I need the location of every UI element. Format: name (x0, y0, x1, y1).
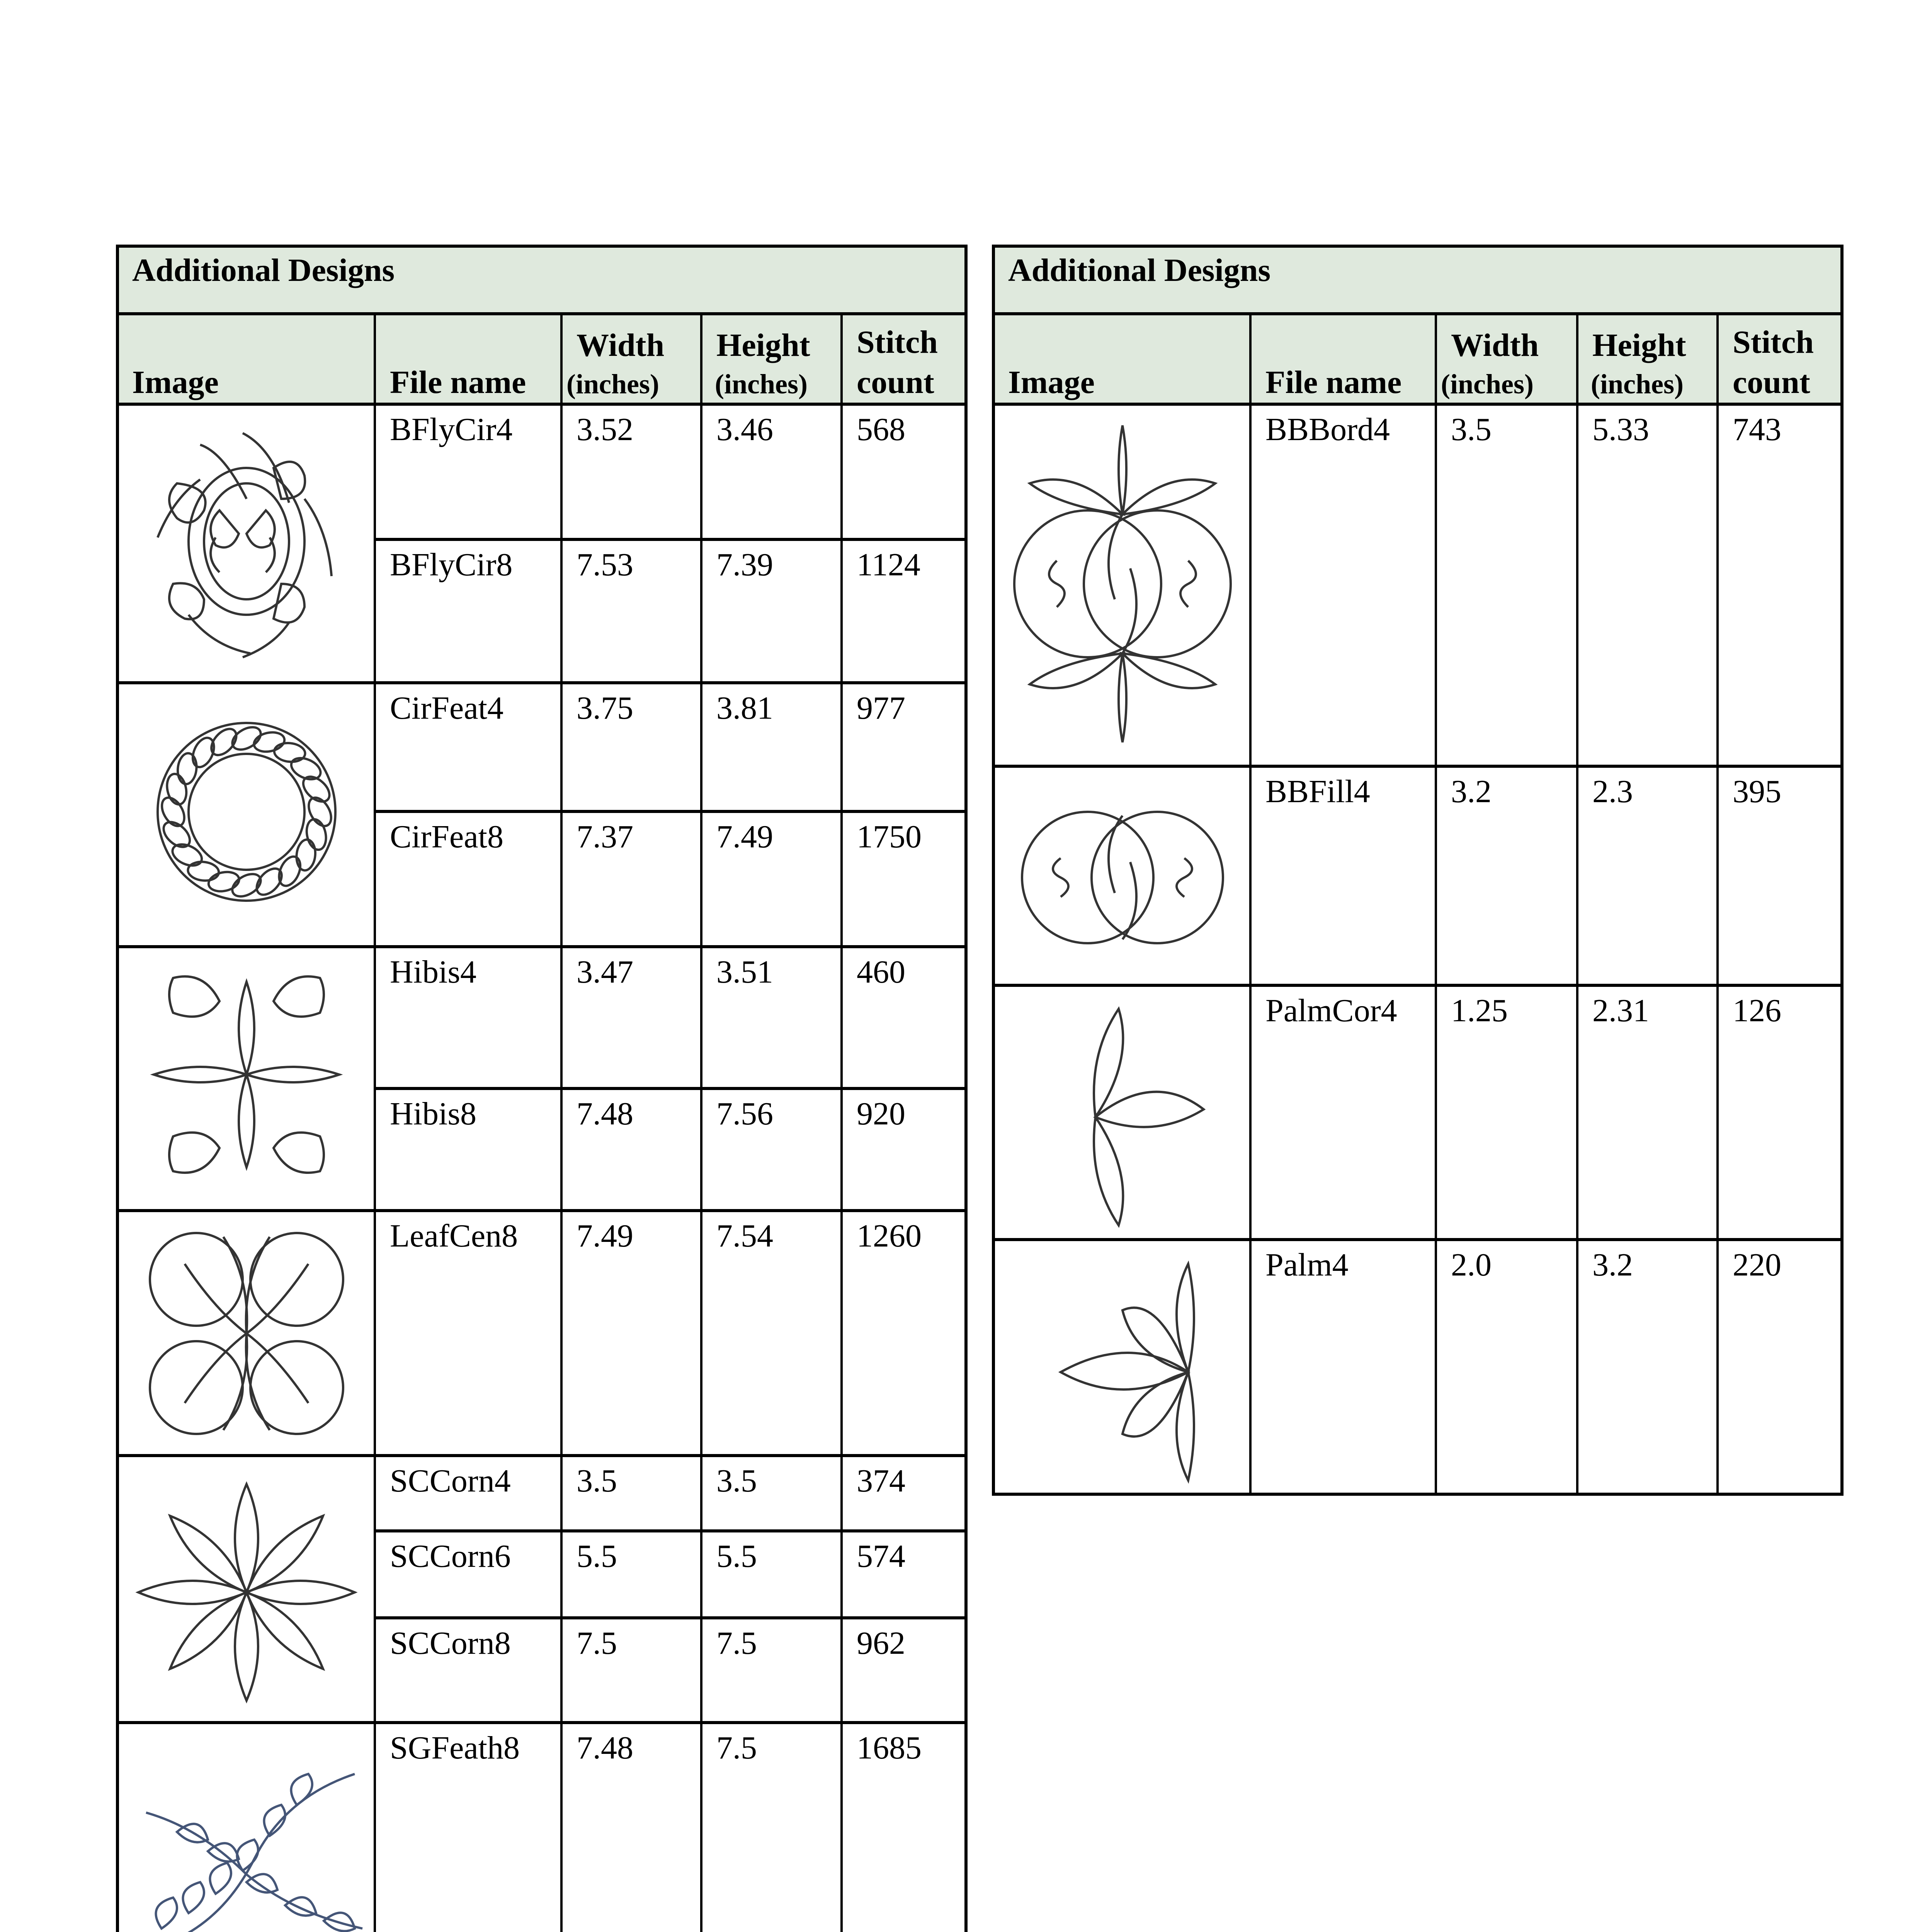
header-height-unit: (inches) (1591, 369, 1684, 400)
stitch-cell: 1685 (857, 1730, 922, 1766)
height-cell: 3.5 (716, 1463, 757, 1499)
file-name-cell: SCCorn6 (390, 1538, 511, 1574)
col-divider (1716, 315, 1719, 1496)
width-cell: 1.25 (1451, 993, 1508, 1029)
width-cell: 7.49 (577, 1218, 633, 1254)
stitch-cell: 1124 (857, 547, 920, 583)
row-divider (374, 1087, 964, 1090)
header-width-label: Width (577, 327, 665, 363)
stitch-cell: 920 (857, 1096, 905, 1132)
border-fill-design-image (1018, 777, 1227, 978)
header-height-unit: (inches) (715, 369, 808, 400)
feather-loop (295, 838, 317, 871)
width-cell: 7.53 (577, 547, 633, 583)
row-divider (374, 1529, 964, 1532)
height-cell: 5.33 (1592, 412, 1649, 447)
row-divider (374, 538, 964, 541)
file-name-cell: Hibis8 (390, 1096, 477, 1132)
height-cell: 3.46 (716, 412, 773, 447)
designs-table-left (116, 245, 968, 1932)
file-name-cell: SCCorn4 (390, 1463, 511, 1499)
header-width-label: Width (1451, 327, 1539, 363)
table-title-text: Additional Designs (132, 252, 395, 288)
width-cell: 7.48 (577, 1730, 633, 1766)
stitch-cell: 574 (857, 1538, 905, 1574)
stitch-cell: 568 (857, 412, 905, 447)
table-title-text: Additional Designs (1008, 252, 1271, 288)
group-divider (995, 1238, 1840, 1241)
col-divider (374, 315, 376, 1932)
header-height (703, 315, 844, 403)
height-cell: 3.51 (716, 954, 773, 990)
header-width-unit: (inches) (1441, 369, 1534, 400)
width-cell: 7.48 (577, 1096, 633, 1132)
leaf-center-design-image (142, 1221, 351, 1446)
height-cell: 7.56 (716, 1096, 773, 1132)
table-title (119, 248, 964, 315)
col-divider (1576, 315, 1578, 1496)
file-name-cell: Hibis4 (390, 954, 477, 990)
height-cell: 3.81 (716, 690, 773, 726)
butterfly-circle-design-image (142, 422, 351, 661)
header-stitch-sub: count (1733, 364, 1810, 400)
swirl-gold-feather-design-image (131, 1735, 370, 1932)
height-cell: 7.49 (716, 819, 773, 855)
header-stitch-sub: count (857, 364, 934, 400)
header-height (1579, 315, 1719, 403)
height-cell: 7.54 (716, 1218, 773, 1254)
file-name-cell: CirFeat8 (390, 819, 503, 855)
star-corner-flower-design-image (134, 1469, 359, 1716)
file-name-cell: BFlyCir4 (390, 412, 513, 447)
stitch-cell: 1260 (857, 1218, 922, 1254)
width-cell: 3.5 (577, 1463, 617, 1499)
col-divider (560, 315, 563, 1932)
feather-loop (176, 752, 198, 785)
stitch-cell: 395 (1733, 774, 1781, 810)
file-name-cell: BBFill4 (1265, 774, 1370, 810)
row-divider (374, 1616, 964, 1619)
width-cell: 5.5 (577, 1538, 617, 1574)
header-stitch-count (1719, 315, 1840, 403)
height-cell: 3.2 (1592, 1247, 1633, 1283)
header-width-unit: (inches) (566, 369, 659, 400)
col-divider (700, 315, 702, 1932)
file-name-cell: LeafCen8 (390, 1218, 518, 1254)
width-cell: 2.0 (1451, 1247, 1492, 1283)
col-divider (840, 315, 843, 1932)
stitch-cell: 1750 (857, 819, 922, 855)
table-title (995, 248, 1840, 315)
height-cell: 7.5 (716, 1730, 757, 1766)
height-cell: 7.5 (716, 1625, 757, 1661)
feather-loop (187, 861, 220, 882)
group-divider (995, 765, 1840, 768)
circle-feather-design-image (134, 692, 359, 932)
stitch-cell: 743 (1733, 412, 1781, 447)
file-name-cell: BBBord4 (1265, 412, 1390, 447)
file-name-cell: CirFeat4 (390, 690, 503, 726)
width-cell: 3.47 (577, 954, 633, 990)
height-cell: 2.3 (1592, 774, 1633, 810)
file-name-cell: SGFeath8 (390, 1730, 520, 1766)
col-divider (1435, 315, 1437, 1496)
header-stitch-label: Stitch (1733, 324, 1814, 360)
height-cell: 7.39 (716, 547, 773, 583)
designs-table-right (992, 245, 1844, 1496)
hibiscus-design-image (138, 955, 355, 1194)
width-cell: 3.5 (1451, 412, 1492, 447)
stitch-cell: 977 (857, 690, 905, 726)
header-image-label: Image (132, 364, 219, 400)
col-divider (1249, 315, 1252, 1496)
stitch-cell: 962 (857, 1625, 905, 1661)
header-stitch-count (844, 315, 964, 403)
height-cell: 5.5 (716, 1538, 757, 1574)
group-divider (995, 984, 1840, 987)
table-header-row (119, 315, 964, 406)
header-height-label: Height (716, 327, 810, 363)
width-cell: 3.2 (1451, 774, 1492, 810)
stitch-cell: 126 (1733, 993, 1781, 1029)
feather-loop (273, 742, 306, 763)
file-name-cell: BFlyCir8 (390, 547, 513, 583)
group-divider (119, 1454, 964, 1457)
header-image (995, 315, 1252, 403)
group-divider (119, 1721, 964, 1724)
header-file-name-label: File name (1265, 364, 1402, 400)
width-cell: 3.75 (577, 690, 633, 726)
file-name-cell: PalmCor4 (1265, 993, 1397, 1029)
header-image (119, 315, 377, 403)
width-cell: 7.37 (577, 819, 633, 855)
header-image-label: Image (1008, 364, 1095, 400)
border-design-image (1010, 414, 1235, 754)
header-width (563, 315, 703, 403)
row-divider (374, 810, 964, 813)
header-file-name (1252, 315, 1438, 403)
group-divider (119, 1209, 964, 1212)
width-cell: 7.5 (577, 1625, 617, 1661)
file-name-cell: Palm4 (1265, 1247, 1349, 1283)
header-height-label: Height (1592, 327, 1686, 363)
header-width (1438, 315, 1579, 403)
stitch-cell: 460 (857, 954, 905, 990)
stitch-cell: 220 (1733, 1247, 1781, 1283)
group-divider (119, 945, 964, 948)
width-cell: 3.52 (577, 412, 633, 447)
stitch-cell: 374 (857, 1463, 905, 1499)
palm-corner-design-image (1041, 997, 1211, 1237)
header-file-name (377, 315, 563, 403)
header-file-name-label: File name (390, 364, 526, 400)
table-header-row (995, 315, 1840, 406)
height-cell: 2.31 (1592, 993, 1649, 1029)
header-stitch-label: Stitch (857, 324, 938, 360)
palm-design-image (1041, 1252, 1235, 1492)
group-divider (119, 681, 964, 684)
file-name-cell: SCCorn8 (390, 1625, 511, 1661)
